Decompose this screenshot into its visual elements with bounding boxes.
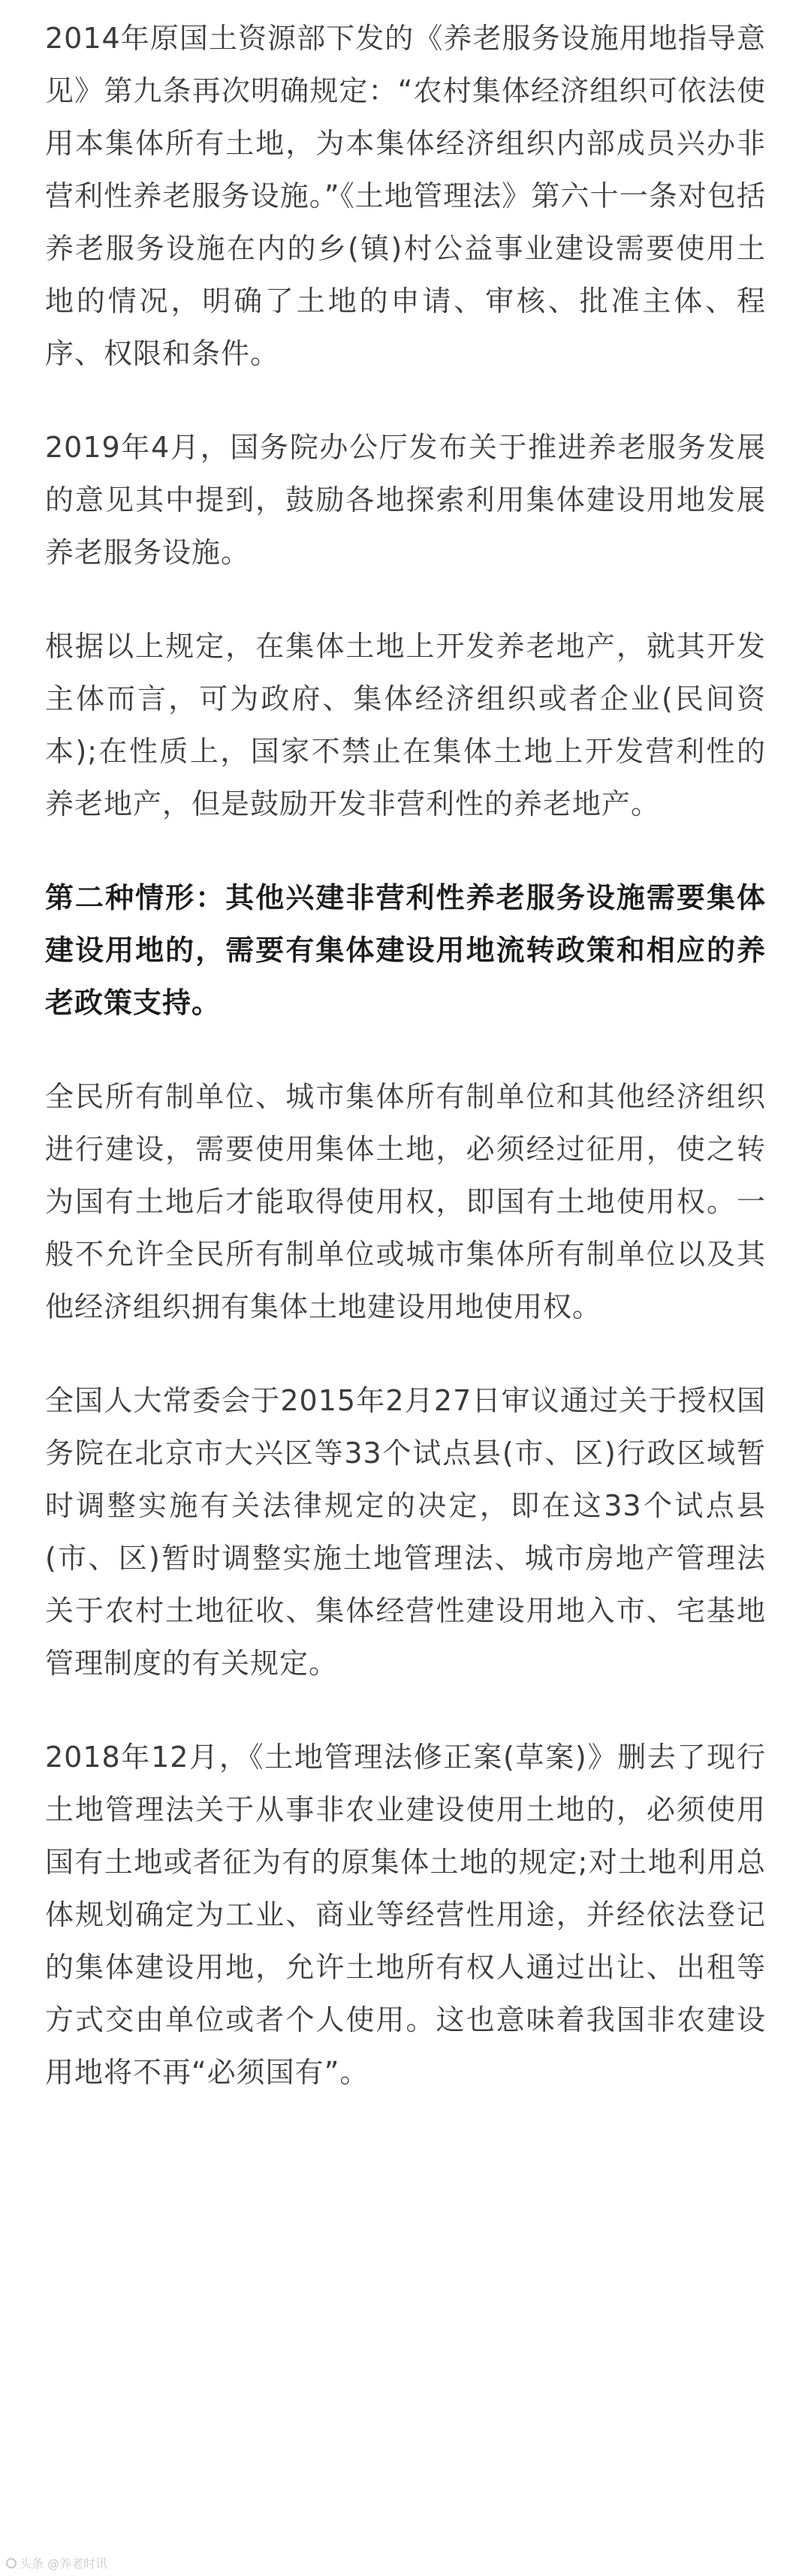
paragraph-1: 2014年原国土资源部下发的《养老服务设施用地指导意见》第九条再次明确规定：“农村集体经济组织可依法使用本集体所有土地，为本集体经济组织内部成员兴办非营利性养老服务设施。”《土地管理法》第六十一条对包括养老服务设施在内的乡(镇)村公益事业建设需要使用土地的情况，明确了土地的申请、审核、批准主体、程序、权限和条件。 [45, 22, 766, 370]
paragraph-6: 全国人大常委会于2015年2月27日审议通过关于授权国务院在北京市大兴区等33个试点县(市、区)行政区域暂时调整实施有关法律规定的决定，即在这33个试点县(市、区)暂时调整实施土地管理法、城市房地产管理法关于农村土地征收、集体经营性建设用地入市、宅基地管理制度的有关规定。 [45, 1384, 766, 1680]
watermark-text: 头条 @养老时讯 [20, 2556, 108, 2571]
watermark [6, 2554, 107, 2571]
watermark-logo-icon [6, 2558, 17, 2568]
paragraph-7: 2018年12月，《土地管理法修正案(草案)》删去了现行土地管理法关于从事非农业建设使用土地的，必须使用国有土地或者征为有的原集体土地的规定;对土地利用总体规划确定为工业、商业等经营性用途，并经依法登记的集体建设用地，允许土地所有权人通过出让、出租等方式交由单位或者个人使用。这也意味着我国非农建设用地将不再“必须国有”。 [45, 1741, 766, 2089]
paragraph-4-heading: 第二种情形：其他兴建非营利性养老服务设施需要集体建设用地的，需要有集体建设用地流转政策和相应的养老政策支持。 [45, 881, 766, 1019]
paragraph-5: 全民所有制单位、城市集体所有制单位和其他经济组织进行建设，需要使用集体土地，必须经过征用，使之转为国有土地后才能取得使用权，即国有土地使用权。一般不允许全民所有制单位或城市集体所有制单位以及其他经济组织拥有集体土地建设用地使用权。 [45, 1080, 766, 1323]
article-body [45, 12, 766, 2140]
paragraph-3: 根据以上规定，在集体土地上开发养老地产，就其开发主体而言，可为政府、集体经济组织或者企业(民间资本);在性质上，国家不禁止在集体土地上开发营利性的养老地产，但是鼓励开发非营利性的养老地产。 [45, 630, 766, 820]
paragraph-2: 2019年4月，国务院办公厅发布关于推进养老服务发展的意见其中提到，鼓励各地探索利用集体建设用地发展养老服务设施。 [45, 431, 766, 569]
